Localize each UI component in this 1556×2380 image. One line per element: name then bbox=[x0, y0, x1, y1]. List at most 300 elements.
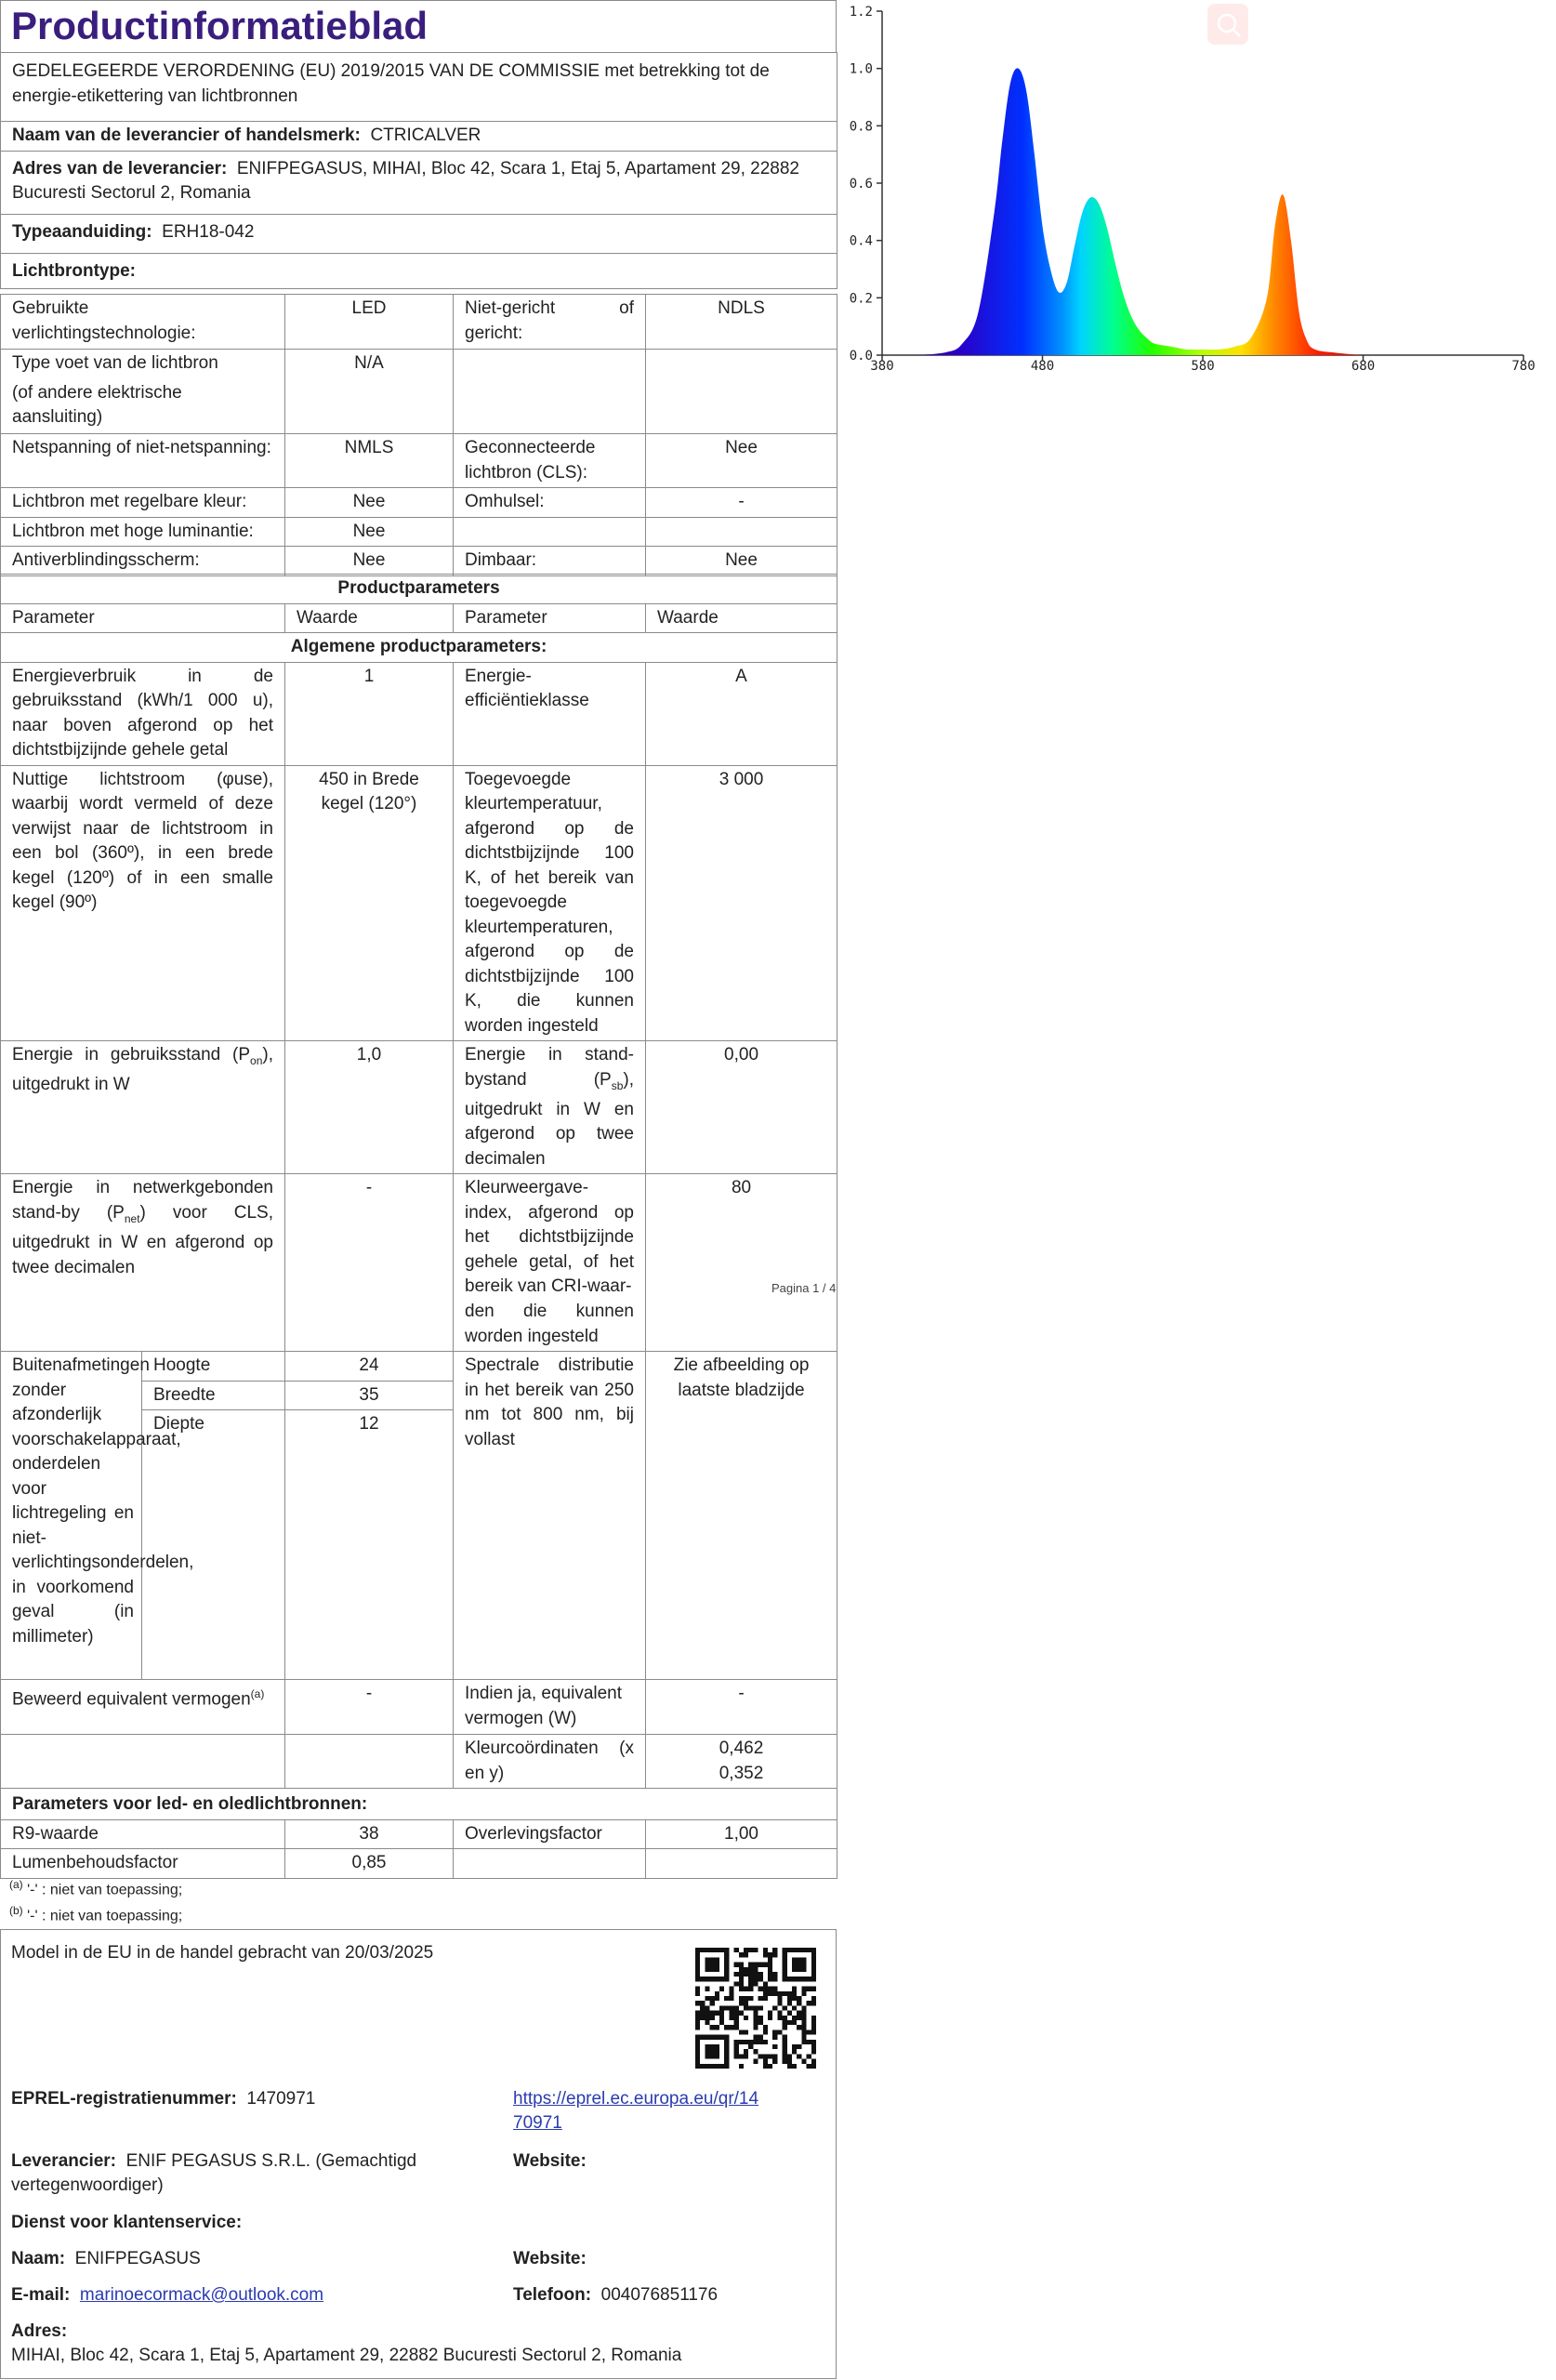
qr-module bbox=[787, 2054, 792, 2058]
xy-empty-1 bbox=[1, 1735, 285, 1789]
qr-module bbox=[715, 2011, 719, 2016]
spectral-distribution-chart bbox=[839, 0, 1556, 390]
qr-module bbox=[783, 2020, 787, 2025]
qr-module bbox=[801, 2020, 806, 2025]
qr-module bbox=[753, 2025, 758, 2030]
qr-module bbox=[724, 2054, 729, 2058]
qr-module bbox=[783, 1967, 787, 1972]
qr-module bbox=[695, 2054, 700, 2058]
eprel-supplier-value: ENIF PEGASUS S.R.L. (Gemachtigd vertegenwoordiger) bbox=[11, 2151, 417, 2195]
qr-module bbox=[705, 1948, 709, 1952]
service-address-value: MIHAI, Bloc 42, Scara 1, Etaj 5, Apartament 29, 22882 Bucuresti Sectorul 2, Romania bbox=[11, 2346, 682, 2365]
qr-module bbox=[792, 2005, 797, 2010]
qr-module bbox=[724, 1967, 729, 1972]
qr-module bbox=[739, 2040, 744, 2044]
pnet-label-a: Energie in netwerkgebonden stand-by (P bbox=[12, 1178, 273, 1223]
qr-module bbox=[763, 1981, 768, 1986]
qr-module bbox=[797, 2044, 801, 2049]
qr-module bbox=[772, 1952, 777, 1957]
qr-module bbox=[797, 2016, 801, 2020]
qr-module bbox=[695, 1952, 700, 1957]
customer-service-title bbox=[11, 2211, 242, 2235]
qr-module bbox=[801, 1977, 806, 1981]
qr-module bbox=[729, 2011, 733, 2016]
qr-module bbox=[783, 2054, 787, 2058]
qr-module bbox=[705, 2054, 709, 2058]
eprel-registration bbox=[11, 2087, 315, 2111]
qr-module bbox=[801, 2016, 806, 2020]
service-address-label-row bbox=[11, 2320, 67, 2344]
qr-module bbox=[710, 2049, 715, 2054]
qr-module bbox=[792, 1963, 797, 1967]
pon-sub: on bbox=[250, 1053, 263, 1067]
eprel-reg-label: EPREL-registratienummer: bbox=[11, 2089, 237, 2109]
qr-module bbox=[787, 1977, 792, 1981]
colour-label: Lichtbron met regelbare kleur: bbox=[1, 488, 285, 518]
qr-module bbox=[739, 1952, 744, 1957]
psb-label-b: ), uitgedrukt in W en afgerond op twee decimalen bbox=[465, 1069, 634, 1169]
qr-module bbox=[783, 1991, 787, 1996]
lightsource-type-label: Lichtbrontype: bbox=[12, 260, 136, 281]
market-date-text: Model in de EU in de handel gebracht van 20/03/2025 bbox=[11, 1943, 434, 1963]
qr-module bbox=[734, 2020, 739, 2025]
x-tick-label: 380 bbox=[870, 359, 894, 374]
qr-module bbox=[710, 2011, 715, 2016]
qr-module bbox=[719, 2005, 724, 2010]
equiv2-value: - bbox=[646, 1680, 837, 1735]
qr-module bbox=[719, 1977, 724, 1981]
qr-module bbox=[715, 2049, 719, 2054]
qr-module bbox=[787, 2020, 792, 2025]
qr-module bbox=[734, 1963, 739, 1967]
cap-empty-1 bbox=[454, 350, 646, 434]
regulation-text: GEDELEGEERDE VERORDENING (EU) 2019/2015 VAN DE COMMISSIE met betrekking tot de energie-etikettering van lichtbronnen bbox=[1, 53, 837, 122]
qr-module bbox=[739, 2011, 744, 2016]
col-parameter-2: Parameter bbox=[454, 603, 646, 633]
address-label: Adres van de leverancier: bbox=[12, 158, 228, 178]
equiv-sup: (a) bbox=[250, 1687, 265, 1700]
ndls-label: Niet-gericht of gericht: bbox=[454, 295, 646, 350]
qr-module bbox=[719, 2035, 724, 2040]
qr-module bbox=[797, 2011, 801, 2016]
lightsource-type-row bbox=[1, 253, 837, 288]
eprel-link-line1: https://eprel.ec.europa.eu/qr/14 bbox=[513, 2089, 759, 2109]
qr-module bbox=[768, 1972, 772, 1977]
qr-module bbox=[739, 1963, 744, 1967]
tech-value: LED bbox=[285, 295, 454, 350]
qr-module bbox=[715, 1991, 719, 1996]
qr-module bbox=[705, 2005, 709, 2010]
qr-module bbox=[715, 2025, 719, 2030]
qr-module bbox=[763, 2059, 768, 2064]
height-label: Hoogte bbox=[142, 1352, 285, 1382]
qr-module bbox=[715, 1963, 719, 1967]
qr-module bbox=[710, 2035, 715, 2040]
qr-module bbox=[724, 1963, 729, 1967]
light-characteristics-table bbox=[0, 294, 837, 576]
qr-module bbox=[753, 1977, 758, 1981]
qr-module bbox=[772, 1987, 777, 1991]
qr-module bbox=[772, 1991, 777, 1996]
width-value: 35 bbox=[285, 1381, 454, 1410]
qr-module bbox=[763, 1952, 768, 1957]
qr-module bbox=[763, 2064, 768, 2069]
qr-module bbox=[705, 1963, 709, 1967]
eclass-value: A bbox=[646, 662, 837, 765]
qr-module bbox=[787, 2059, 792, 2064]
qr-module bbox=[715, 1996, 719, 2001]
r9-value: 38 bbox=[285, 1819, 454, 1849]
qr-module bbox=[695, 2049, 700, 2054]
qr-module bbox=[783, 2040, 787, 2044]
qr-module bbox=[700, 2016, 705, 2020]
qr-module bbox=[797, 1996, 801, 2001]
qr-module bbox=[695, 1957, 700, 1962]
qr-module bbox=[797, 1967, 801, 1972]
qr-module bbox=[734, 2005, 739, 2010]
cap-label-line2: (of andere elektrische aansluiting) bbox=[12, 382, 182, 427]
qr-module bbox=[748, 2040, 753, 2044]
qr-module bbox=[768, 1967, 772, 1972]
qr-module bbox=[792, 1991, 797, 1996]
qr-module bbox=[715, 1948, 719, 1952]
qr-module bbox=[729, 2025, 733, 2030]
qr-module bbox=[724, 2035, 729, 2040]
col-value-1: Waarde bbox=[285, 603, 454, 633]
qr-module bbox=[768, 1952, 772, 1957]
cap-label bbox=[1, 350, 285, 434]
qr-module bbox=[801, 2030, 806, 2034]
qr-module bbox=[787, 1948, 792, 1952]
qr-module bbox=[705, 1957, 709, 1962]
qr-module bbox=[710, 2064, 715, 2069]
xy-label: Kleurcoördinaten (x en y) bbox=[454, 1735, 646, 1789]
qr-module bbox=[763, 2025, 768, 2030]
phone-label: Telefoon: bbox=[513, 2285, 592, 2305]
qr-module bbox=[787, 1991, 792, 1996]
cont-empty-2 bbox=[285, 1300, 454, 1352]
qr-module bbox=[768, 2064, 772, 2069]
qr-module bbox=[792, 2064, 797, 2069]
qr-module bbox=[753, 2005, 758, 2010]
qr-module bbox=[777, 1996, 782, 2001]
type-label: Typeaanduiding: bbox=[12, 221, 152, 242]
qr-module bbox=[739, 2064, 744, 2069]
qr-module bbox=[734, 2025, 739, 2030]
pnet-label bbox=[1, 1174, 285, 1302]
qr-module bbox=[768, 2011, 772, 2016]
cri-continued: den die kunnen worden ingesteld bbox=[454, 1300, 646, 1352]
qr-module bbox=[772, 1972, 777, 1977]
qr-module bbox=[811, 1996, 816, 2001]
qr-module bbox=[715, 2035, 719, 2040]
qr-module bbox=[724, 1957, 729, 1962]
xy-empty-2 bbox=[285, 1735, 454, 1789]
r9-label: R9-waarde bbox=[1, 1819, 285, 1849]
address-value: ENIFPEGASUS, MIHAI, Bloc 42, Scara 1, Etaj 5, Apartament 29, 22882 Bucuresti Sectorul 2, Romania bbox=[12, 158, 799, 203]
qr-module bbox=[695, 2064, 700, 2069]
qr-module bbox=[768, 2016, 772, 2020]
qr-module bbox=[739, 1996, 744, 2001]
qr-module bbox=[748, 1967, 753, 1972]
height-value: 24 bbox=[285, 1352, 454, 1382]
qr-module bbox=[758, 1996, 763, 2001]
qr-module bbox=[797, 1957, 801, 1962]
qr-code[interactable] bbox=[695, 1948, 816, 2069]
qr-module bbox=[811, 1967, 816, 1972]
qr-module bbox=[710, 2001, 715, 2005]
qr-module bbox=[758, 1963, 763, 1967]
qr-module bbox=[787, 2001, 792, 2005]
lumen-empty-2 bbox=[646, 1849, 837, 1879]
qr-module bbox=[724, 2040, 729, 2044]
qr-module bbox=[700, 2001, 705, 2005]
email-label: E-mail: bbox=[11, 2285, 71, 2305]
qr-module bbox=[777, 2001, 782, 2005]
qr-module bbox=[753, 2011, 758, 2016]
flux-value: 450 in Brede kegel (120°) bbox=[285, 765, 454, 1041]
qr-module bbox=[811, 1963, 816, 1967]
qr-module bbox=[783, 1948, 787, 1952]
qr-module bbox=[807, 2001, 811, 2005]
qr-module bbox=[700, 1948, 705, 1952]
qr-module bbox=[797, 2001, 801, 2005]
qr-module bbox=[772, 1948, 777, 1952]
qr-module bbox=[695, 2035, 700, 2040]
cri-value: 80 bbox=[646, 1174, 837, 1302]
qr-module bbox=[719, 2020, 724, 2025]
service-name-value: ENIFPEGASUS bbox=[74, 2249, 201, 2268]
qr-module bbox=[734, 2054, 739, 2058]
service-address-label: Adres: bbox=[11, 2321, 68, 2341]
qr-module bbox=[797, 1963, 801, 1967]
eprel-link-line2: 70971 bbox=[513, 2113, 562, 2133]
flux-label: Nuttige lichtstroom (φuse), waarbij wordt vermeld of deze verwijst naar de lichtstroom in een bol (360º), in een brede kegel (120º) of in een smalle kegel (90º) bbox=[1, 765, 285, 1041]
qr-module bbox=[811, 2044, 816, 2049]
general-parameters-title: Algemene productparameters: bbox=[1, 633, 837, 663]
y-tick-label: 1.2 bbox=[849, 5, 873, 20]
qr-module bbox=[777, 1991, 782, 1996]
qr-module bbox=[811, 2020, 816, 2025]
qr-module bbox=[772, 2005, 777, 2010]
qr-module bbox=[695, 1991, 700, 1996]
qr-module bbox=[705, 1996, 709, 2001]
qr-module bbox=[695, 2020, 700, 2025]
psb-sub: sb bbox=[611, 1078, 624, 1092]
survival-value: 1,00 bbox=[646, 1819, 837, 1849]
qr-module bbox=[811, 1987, 816, 1991]
qr-module bbox=[705, 2016, 709, 2020]
qr-module bbox=[715, 2044, 719, 2049]
x-tick-label: 680 bbox=[1351, 359, 1376, 374]
qr-module bbox=[734, 1972, 739, 1977]
x-tick-label: 780 bbox=[1511, 359, 1536, 374]
qr-module bbox=[724, 2025, 729, 2030]
qr-module bbox=[807, 2030, 811, 2034]
qr-module bbox=[763, 1948, 768, 1952]
qr-module bbox=[768, 1957, 772, 1962]
footnote-a-text: '-' : niet van toepassing; bbox=[27, 1882, 183, 1898]
product-parameters-title: Productparameters bbox=[1, 575, 837, 604]
qr-module bbox=[772, 2054, 777, 2058]
qr-module bbox=[763, 2054, 768, 2058]
qr-module bbox=[744, 1952, 748, 1957]
chart-axes bbox=[882, 11, 1523, 355]
qr-module bbox=[715, 2054, 719, 2058]
type-row bbox=[1, 214, 837, 253]
qr-module bbox=[710, 1963, 715, 1967]
qr-module bbox=[811, 2030, 816, 2034]
ndls-value: NDLS bbox=[646, 295, 837, 350]
qr-module bbox=[768, 1963, 772, 1967]
eprel-link-anchor[interactable] bbox=[513, 2089, 758, 2133]
footnote-a-sup: (a) bbox=[9, 1878, 23, 1891]
qr-module bbox=[758, 2005, 763, 2010]
magnifier-icon[interactable] bbox=[1207, 4, 1248, 45]
qr-module bbox=[695, 1972, 700, 1977]
qr-module bbox=[744, 1996, 748, 2001]
colour-value: Nee bbox=[285, 488, 454, 518]
qr-module bbox=[801, 1963, 806, 1967]
qr-module bbox=[792, 1948, 797, 1952]
psb-label-a: Energie in stand-bystand (P bbox=[465, 1045, 634, 1090]
qr-module bbox=[715, 1967, 719, 1972]
qr-module bbox=[801, 2040, 806, 2044]
y-tick-label: 0.4 bbox=[849, 233, 873, 249]
qr-module bbox=[783, 1963, 787, 1967]
equiv-label bbox=[1, 1680, 285, 1735]
qr-module bbox=[783, 2049, 787, 2054]
pon-label bbox=[1, 1041, 285, 1174]
eprel-link[interactable] bbox=[513, 2087, 811, 2135]
tech-label: Gebruikte verlichtingstechnologie: bbox=[1, 295, 285, 350]
qr-module bbox=[801, 1967, 806, 1972]
qr-module bbox=[787, 2064, 792, 2069]
qr-module bbox=[748, 2044, 753, 2049]
hlum-label: Lichtbron met hoge luminantie: bbox=[1, 517, 285, 547]
survival-label: Overlevingsfactor bbox=[454, 1819, 646, 1849]
qr-module bbox=[729, 1996, 733, 2001]
qr-module bbox=[748, 1987, 753, 1991]
qr-module bbox=[783, 1957, 787, 1962]
qr-module bbox=[801, 2025, 806, 2030]
qr-module bbox=[772, 2035, 777, 2040]
y-tick-label: 0.8 bbox=[849, 119, 873, 135]
qr-module bbox=[705, 1977, 709, 1981]
qr-module bbox=[748, 1996, 753, 2001]
qr-module bbox=[700, 1977, 705, 1981]
qr-module bbox=[724, 2059, 729, 2064]
supplier-value: CTRICALVER bbox=[370, 126, 481, 145]
pon-value: 1,0 bbox=[285, 1041, 454, 1174]
dim-value: Nee bbox=[646, 547, 837, 576]
qr-module bbox=[744, 2005, 748, 2010]
supplier-label: Naam van de leverancier of handelsmerk: bbox=[12, 126, 361, 145]
lumen-empty-1 bbox=[454, 1849, 646, 1879]
energy-value: 1 bbox=[285, 662, 454, 765]
equiv2-label: Indien ja, equivalent vermogen (W) bbox=[454, 1680, 646, 1735]
qr-module bbox=[695, 1963, 700, 1967]
x-tick-label: 480 bbox=[1030, 359, 1055, 374]
x-value: 0,462 bbox=[719, 1739, 764, 1758]
cap-label-line1: Type voet van de lichtbron bbox=[12, 353, 218, 373]
qr-module bbox=[748, 1948, 753, 1952]
qr-module bbox=[734, 2040, 739, 2044]
pnet-label-b: ) voor CLS, uitgedrukt in W en afgerond op twee decimalen bbox=[12, 1202, 273, 1277]
qr-module bbox=[792, 2020, 797, 2025]
qr-module bbox=[777, 2030, 782, 2034]
qr-module bbox=[768, 1977, 772, 1981]
qr-module bbox=[753, 1981, 758, 1986]
qr-module bbox=[811, 2064, 816, 2069]
qr-module bbox=[792, 2049, 797, 2054]
pnet-value: - bbox=[285, 1174, 454, 1302]
lumen-label: Lumenbehoudsfactor bbox=[1, 1849, 285, 1879]
qr-module bbox=[753, 1948, 758, 1952]
qr-module bbox=[801, 2011, 806, 2016]
pon-label-a: Energie in gebruiksstand (P bbox=[12, 1045, 251, 1064]
qr-module bbox=[724, 1952, 729, 1957]
chart-ticks bbox=[850, 5, 1536, 374]
qr-module bbox=[772, 2044, 777, 2049]
qr-module bbox=[744, 2049, 748, 2054]
qr-module bbox=[695, 2044, 700, 2049]
qr-module bbox=[792, 1996, 797, 2001]
qr-module bbox=[768, 2054, 772, 2058]
qr-module bbox=[783, 1972, 787, 1977]
qr-module bbox=[695, 1948, 700, 1952]
qr-module bbox=[763, 1991, 768, 1996]
spd-value: Zie afbeelding op laatste bladzijde bbox=[646, 1352, 837, 1680]
qr-module bbox=[734, 2049, 739, 2054]
service-website bbox=[513, 2247, 587, 2271]
qr-module bbox=[710, 1996, 715, 2001]
qr-module bbox=[807, 1948, 811, 1952]
title-frame bbox=[0, 0, 837, 52]
qr-module bbox=[783, 2025, 787, 2030]
col-parameter-1: Parameter bbox=[1, 603, 285, 633]
qr-module bbox=[695, 2059, 700, 2064]
qr-module bbox=[729, 2005, 733, 2010]
qr-module bbox=[705, 2049, 709, 2054]
qr-module bbox=[744, 1967, 748, 1972]
cls-value: Nee bbox=[646, 434, 837, 488]
dim-label: Dimbaar: bbox=[454, 547, 646, 576]
service-website-label: Website: bbox=[513, 2249, 587, 2268]
magnifier-icon-bg bbox=[1207, 4, 1248, 45]
qr-module bbox=[797, 2025, 801, 2030]
equiv-label-text: Beweerd equivalent vermogen bbox=[12, 1689, 251, 1710]
qr-module bbox=[801, 1948, 806, 1952]
hlum-value: Nee bbox=[285, 517, 454, 547]
email-link[interactable]: marinoecormack@outlook.com bbox=[79, 2285, 324, 2305]
qr-module bbox=[807, 2054, 811, 2058]
qr-module bbox=[768, 1987, 772, 1991]
qr-module bbox=[724, 1977, 729, 1981]
cct-value: 3 000 bbox=[646, 765, 837, 1041]
cct-label: Toegevoegde kleurtemperatuur, afgerond op de dichtstbijzijnde 100 K, of het bereik van toegevoegde kleurtemperaturen, afgerond op de dichtstbijzijnde 100 K, die kunnen worden ingesteld bbox=[454, 765, 646, 1041]
address-row bbox=[1, 151, 837, 214]
supplier-website-label: Website: bbox=[513, 2151, 587, 2171]
qr-module bbox=[739, 1977, 744, 1981]
led-parameters-title bbox=[1, 1789, 837, 1820]
qr-module bbox=[700, 2064, 705, 2069]
qr-module bbox=[710, 1977, 715, 1981]
qr-module bbox=[744, 2016, 748, 2020]
qr-module bbox=[758, 1987, 763, 1991]
supplier-info bbox=[11, 2149, 494, 2198]
qr-module bbox=[758, 1977, 763, 1981]
